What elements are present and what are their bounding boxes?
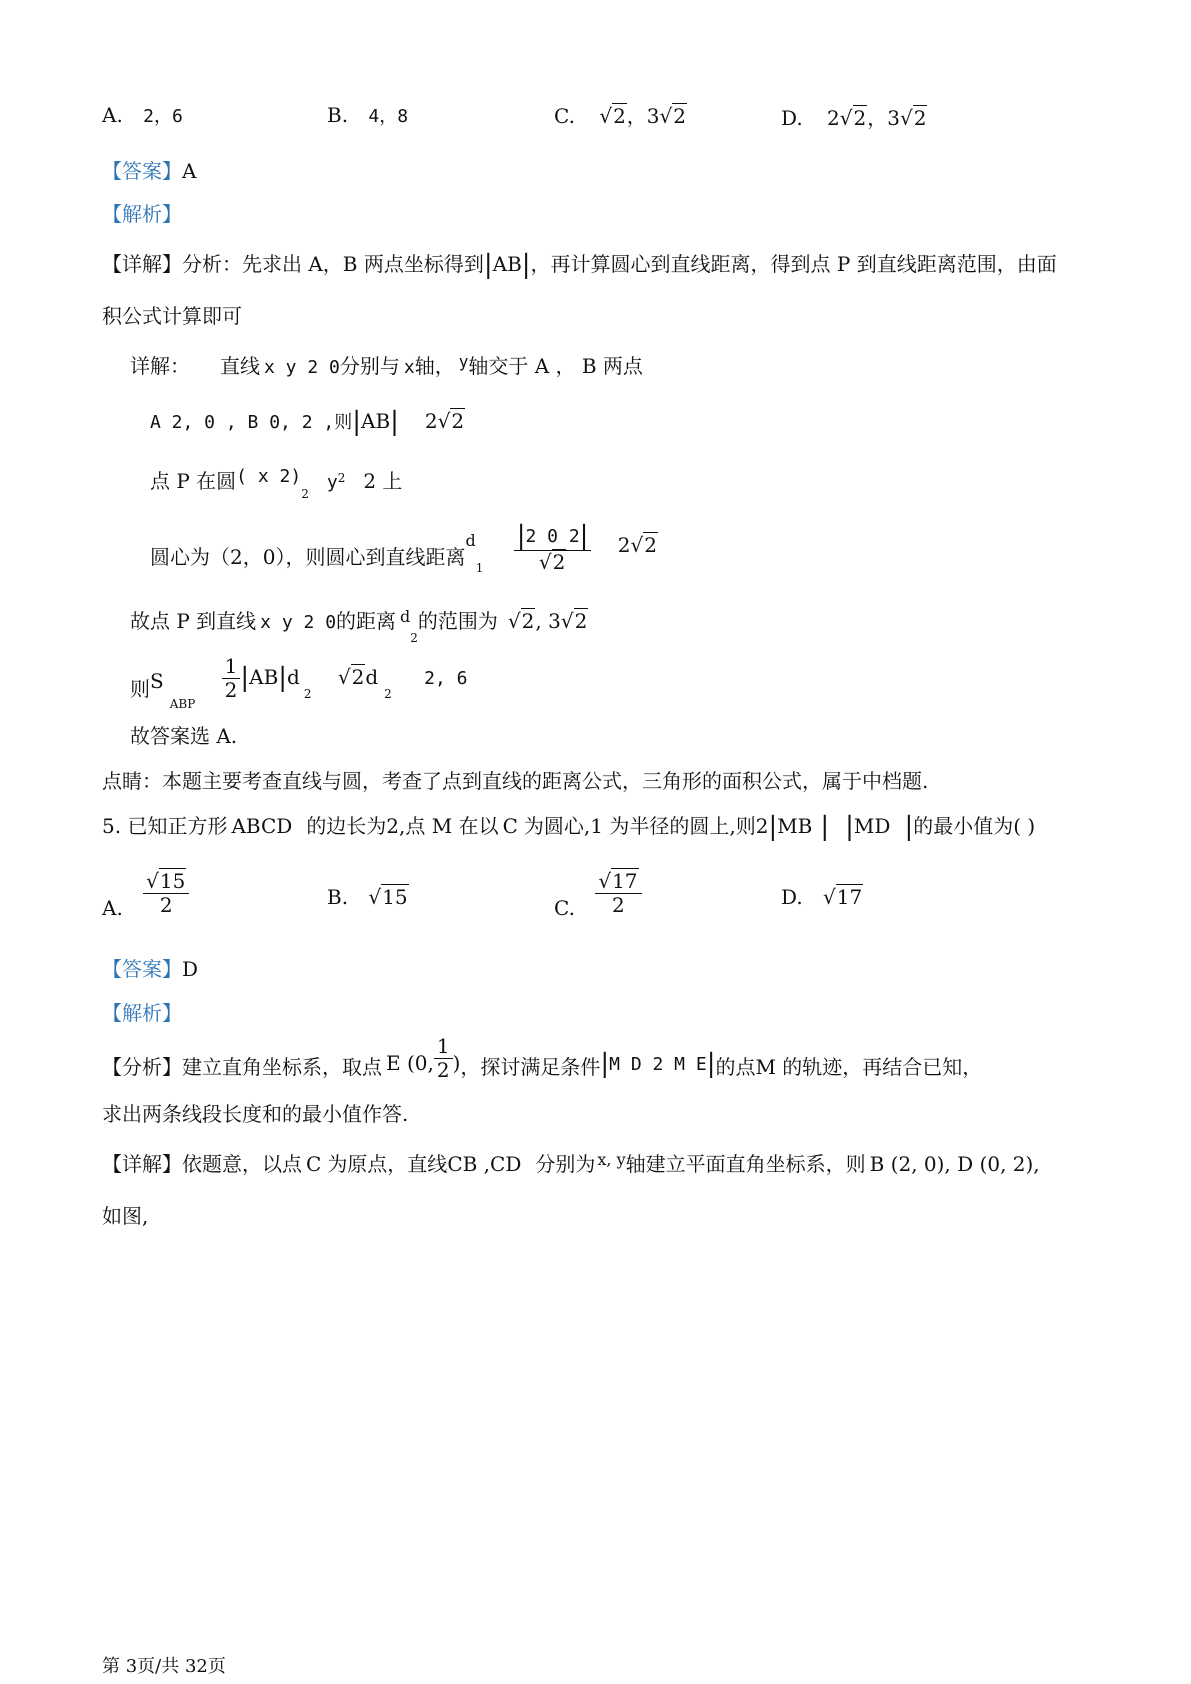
sqrt-expression: √2 [659, 104, 687, 128]
q5-fenxi-line-2: 求出两条线段长度和的最小值作答. [102, 1102, 409, 1126]
q5-option-c [554, 869, 642, 920]
step-text: 的范围为 [417, 609, 498, 633]
step-4 [150, 520, 658, 574]
lines-cb-cd: CB ,CD [447, 1152, 522, 1176]
radicand: 17 [836, 885, 863, 909]
condition-text: M D 2 M E [609, 1054, 707, 1075]
var-d: d [287, 665, 300, 689]
sqrt-expression: √2 [839, 106, 867, 130]
option-label: A. [102, 896, 123, 920]
sqrt-expression: √2 [437, 409, 465, 433]
detail-line-1 [102, 248, 1057, 278]
step-text: 轴， [414, 354, 455, 378]
radicand: 17 [612, 869, 638, 893]
sqrt-expression: √15 [368, 885, 408, 909]
step-2 [150, 405, 465, 435]
detail-tag: 【详解】 [102, 252, 182, 276]
sqrt-expression: √2 [560, 609, 588, 633]
numerator-text: 2 0 2 [525, 526, 580, 547]
step-text: 的距离 [336, 609, 397, 633]
fraction-denominator: 2 [224, 678, 238, 702]
option-d [781, 102, 927, 131]
q5-detail-line-1 [102, 1148, 1040, 1177]
fraction-numerator: |2 0 2| [514, 520, 592, 551]
q5-detail-line-2: 如图, [102, 1204, 149, 1228]
answer-tag: 【答案】 [102, 957, 182, 981]
var-s: S [150, 669, 164, 693]
q5-option-b [327, 885, 409, 909]
coefficient: 2 [617, 533, 631, 558]
step-text: 圆心为（2，0），则圆心到直线距离 [150, 545, 466, 570]
option-c [554, 100, 687, 129]
segment-ab: AB [492, 252, 522, 276]
segment-mb: MB [777, 814, 813, 838]
stem-text: 的边长为2,点 M 在以 [306, 814, 499, 838]
option-a [102, 102, 183, 128]
option-label: C. [554, 896, 575, 920]
fraction-denominator: 2 [159, 893, 173, 917]
answer-value: A [182, 159, 197, 183]
option-label: B. [327, 885, 349, 909]
var-d: d [365, 665, 379, 689]
sqrt-expression: √2 [337, 665, 365, 689]
segment-ab: AB [361, 409, 391, 433]
radicand: 2 [552, 549, 566, 574]
radicand: 2 [521, 609, 535, 633]
points-ab: A 2, 0 , B 0, 2 ,则 [150, 412, 353, 433]
step-1 [130, 350, 643, 379]
radicand: 2 [451, 409, 465, 433]
sqrt-expression: √2 [630, 533, 657, 558]
subscript: 2 [303, 687, 312, 701]
step-text: 2 上 [363, 469, 403, 493]
sqrt-expression: √2 [900, 106, 927, 130]
abs-bar-right: | [521, 250, 531, 280]
coefficient: 2 [424, 409, 438, 433]
exponent: 2 [337, 471, 346, 485]
q5-analysis-tag: 【解析】 [102, 1001, 182, 1025]
paren-close: ) [452, 1051, 461, 1075]
fraction-denominator: 2 [612, 893, 625, 917]
answer-line [102, 155, 196, 184]
point-e: E (0, [386, 1051, 434, 1075]
radicand: 2 [673, 104, 687, 128]
fraction-numerator: √15 [143, 870, 189, 894]
separator: ，3 [867, 106, 900, 130]
point-c: C [306, 1152, 322, 1176]
q5-fenxi-line-1 [102, 1035, 982, 1082]
option-label: A. [102, 103, 123, 127]
line-equation: x y 2 0 [260, 612, 337, 633]
subscript: 2 [384, 687, 392, 701]
sqrt-expression: √2 [599, 104, 626, 128]
detail-tag: 【详解】 [102, 1152, 182, 1176]
step-5 [130, 605, 588, 645]
radicand: 2 [613, 104, 626, 128]
radicand: 2 [853, 106, 867, 130]
option-label: D. [781, 106, 803, 130]
option-label: D. [781, 885, 803, 909]
step-6 [130, 654, 468, 711]
fraction-numerator: 1 [434, 1035, 453, 1059]
fenxi-text: ，探讨满足条件 [460, 1055, 601, 1079]
radicand: 15 [382, 885, 408, 909]
var-y: y [326, 472, 338, 493]
area-range: 2, 6 [424, 668, 468, 689]
sqrt-expression: √2 [507, 609, 535, 633]
step-text: 分别与 [339, 354, 400, 378]
option-b [327, 102, 408, 128]
option-fraction [143, 870, 189, 917]
step-3 [150, 465, 403, 501]
var-d: d [465, 531, 476, 551]
option-value: 2，6 [143, 106, 183, 127]
stem-text: 为圆心,1 为半径的圆上,则 [523, 814, 756, 838]
q5-answer-line [102, 953, 198, 982]
coefficient: 2 [755, 814, 769, 838]
abs-bar-left: | [240, 663, 250, 693]
stem-text: 的最小值为( ) [913, 814, 1036, 838]
point-c: C [502, 814, 518, 838]
subscript: 1 [475, 561, 484, 576]
analysis-tag: 【解析】 [102, 202, 182, 226]
option-value: 4，8 [368, 106, 409, 127]
var-y: y [458, 352, 469, 371]
var-x: x [403, 357, 415, 378]
step-text: 则 [130, 677, 150, 701]
separator: , 3 [535, 609, 561, 633]
page-footer: 第 3页/共 32页 [102, 1656, 226, 1677]
abs-bar-left: | [352, 407, 361, 437]
comment-line: 点睛：本题主要考查直线与圆，考查了点到直线的距离公式，三角形的面积公式，属于中档题. [102, 769, 929, 793]
stem-text: 5. 已知正方形 [102, 814, 228, 838]
fraction-numerator: 1 [222, 655, 241, 679]
condition: |M D 2 M E| [600, 1049, 716, 1079]
detail-line-2: 积公式计算即可 [102, 304, 242, 328]
line-equation: x y 2 0 [264, 357, 340, 378]
option-label: C. [554, 104, 575, 128]
point-coords: B (2, 0), D (0, 2), [869, 1152, 1040, 1176]
detail-text: ，再计算圆心到直线距离，得到点 P 到直线距离范围，由面 [530, 252, 1057, 276]
abs-bar-right: | [278, 663, 288, 693]
radicand: 15 [159, 869, 186, 893]
exponent: 2 [301, 487, 309, 501]
step-text: 故点 P 到直线 [130, 609, 257, 633]
coefficient: 2 [827, 106, 840, 130]
segment-md: MD [853, 814, 891, 838]
fraction-numerator: √17 [595, 870, 641, 894]
detail-text: 轴建立平面直角坐标系，则 [625, 1152, 866, 1176]
segment-ab: AB [249, 665, 279, 689]
radicand: 2 [351, 665, 365, 689]
square-name: ABCD [231, 814, 293, 838]
answer-tag: 【答案】 [102, 159, 182, 183]
radicand: 2 [644, 533, 657, 558]
q5-option-a [102, 869, 189, 920]
step-label: 详解： [130, 354, 190, 378]
fraction-denominator [539, 551, 566, 574]
separator: ，3 [626, 104, 660, 128]
var-d: d [400, 607, 411, 626]
abs-bar-right: | [390, 407, 399, 437]
q5-option-d [781, 885, 863, 909]
axes-xy: x, y [597, 1150, 626, 1169]
sqrt-expression: √17 [823, 885, 863, 909]
fenxi-tag: 【分析】 [102, 1055, 182, 1079]
step-text: 点 P 在圆 [150, 469, 237, 493]
detail-text: 依题意，以点 [182, 1152, 302, 1176]
step-7: 故答案选 A. [130, 724, 238, 748]
subscript: ABP [169, 697, 196, 711]
sqrt-expression: √2 [538, 549, 566, 574]
abs-bar-left: | [483, 250, 493, 280]
detail-text: 分析：先求出 A，B 两点坐标得到 [182, 252, 484, 276]
fenxi-text: 的点M 的轨迹，再结合已知， [715, 1055, 983, 1079]
option-label: B. [327, 103, 349, 127]
e-fraction [434, 1035, 453, 1082]
fraction-denominator: 2 [436, 1058, 450, 1082]
detail-text: 分别为 [535, 1152, 596, 1176]
answer-value: D [182, 957, 199, 981]
detail-text: 为原点，直线 [327, 1152, 448, 1176]
question-5-stem: 5. 已知正方形 ABCD 的边长为2,点 M 在以 C 为圆心,1 为半径的圆上,则2|MB | |MD |的最小值为( ) [102, 812, 1036, 842]
step-text: 直线 [220, 354, 260, 378]
distance-fraction [514, 520, 592, 574]
radicand: 2 [574, 609, 588, 633]
step-text: 轴交于 A ， B 两点 [468, 354, 643, 378]
radicand: 2 [913, 106, 927, 130]
fenxi-text: 建立直角坐标系，取点 [182, 1055, 382, 1079]
circle-equation: ( x 2) [236, 466, 302, 487]
half-fraction [222, 655, 241, 702]
option-fraction [595, 870, 641, 917]
subscript: 2 [410, 631, 418, 645]
